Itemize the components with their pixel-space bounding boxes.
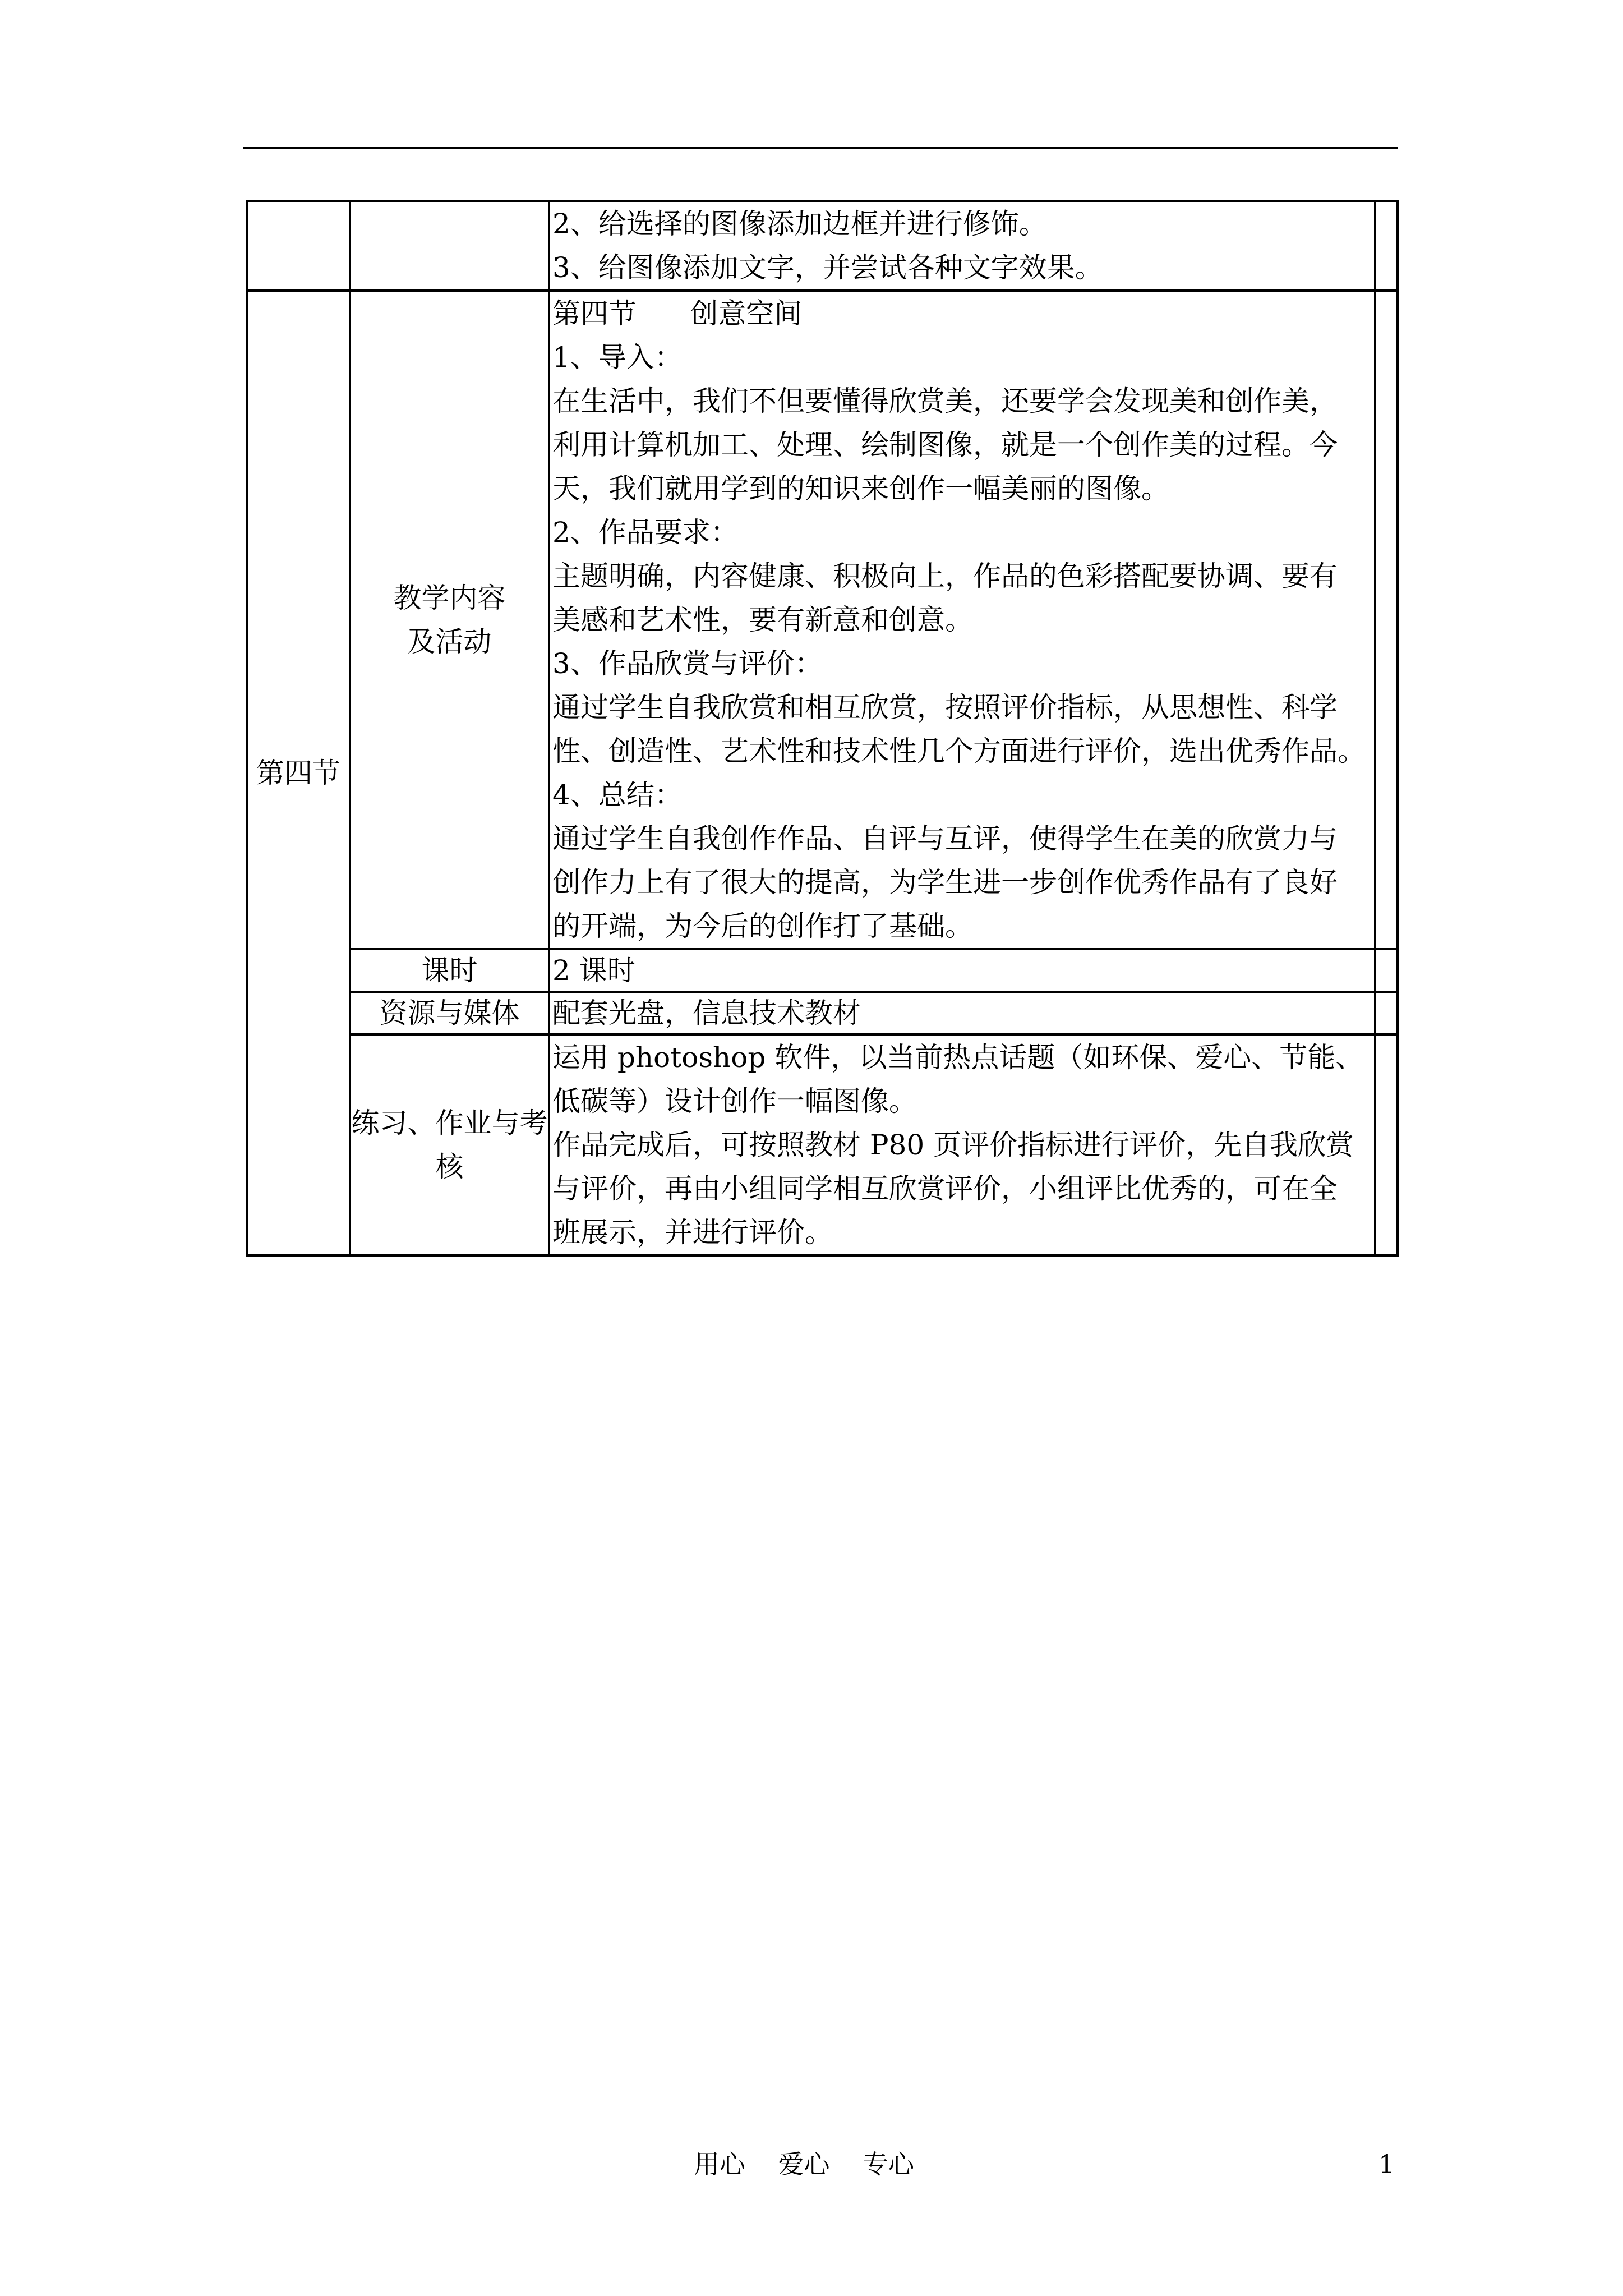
- content-cell: [549, 291, 1375, 949]
- lesson-plan-table: [246, 200, 1399, 1257]
- content-line: 第四节 创意空间: [552, 297, 803, 330]
- content-line: 低碳等）设计创作一幅图像。: [552, 1085, 917, 1117]
- content-line: 在生活中，我们不但要懂得欣赏美，还要学会发现美和创作美，: [552, 385, 1338, 417]
- label-line: 练习、作业与考: [351, 1107, 548, 1139]
- margin-cell: [1375, 992, 1398, 1034]
- content-line: 与评价，再由小组同学相互欣赏评价，小组评比优秀的，可在全: [552, 1172, 1338, 1205]
- content-line: 3、作品欣赏与评价：: [552, 647, 823, 680]
- page-number: 1: [1378, 2149, 1395, 2179]
- content-line: 通过学生自我创作作品、自评与互评，使得学生在美的欣赏力与: [552, 822, 1338, 855]
- content-cell: [549, 992, 1375, 1034]
- margin-cell: [1375, 949, 1398, 992]
- content-line: 3、给图像添加文字，并尝试各种文字效果。: [552, 251, 1103, 284]
- margin-cell: [1375, 291, 1398, 949]
- margin-cell: [1375, 1034, 1398, 1255]
- label-text: 课时: [421, 954, 478, 987]
- content-line: 2 课时: [552, 954, 635, 987]
- content-line: 利用计算机加工、处理、绘制图像，就是一个创作美的过程。今: [552, 429, 1338, 461]
- label-cell: [350, 992, 549, 1034]
- content-line: 作品完成后，可按照教材 P80 页评价指标进行评价，先自我欣赏: [552, 1129, 1354, 1161]
- margin-cell: [1375, 201, 1398, 291]
- section-label: 第四节: [256, 757, 340, 789]
- table-row: [247, 291, 1398, 949]
- footer-motto: 用心 爱心 专心: [694, 2149, 914, 2179]
- content-line: 配套光盘，信息技术教材: [552, 997, 861, 1029]
- content-line: 主题明确，内容健康、积极向上，作品的色彩搭配要协调、要有: [552, 560, 1338, 592]
- section-cell-empty: [247, 201, 350, 291]
- content-line: 通过学生自我欣赏和相互欣赏，按照评价指标，从思想性、科学: [552, 691, 1338, 724]
- content-line: 2、作品要求：: [552, 516, 739, 549]
- content-line: 2、给选择的图像添加边框并进行修饰。: [552, 208, 1047, 240]
- label-cell: [350, 291, 549, 949]
- label-text: 资源与媒体: [379, 997, 520, 1029]
- content-line: 1、导入：: [552, 341, 683, 374]
- content-line: 班展示，并进行评价。: [552, 1216, 833, 1249]
- content-line: 天，我们就用学到的知识来创作一幅美丽的图像。: [552, 472, 1169, 505]
- label-cell: [350, 1034, 549, 1255]
- table-row: [247, 992, 1398, 1034]
- table-row: [247, 1034, 1398, 1255]
- header-rule: [243, 147, 1398, 149]
- content-line: 运用 photoshop 软件，以当前热点话题（如环保、爱心、节能、: [552, 1041, 1364, 1074]
- content-cell: [549, 201, 1375, 291]
- content-line: 创作力上有了很大的提高，为学生进一步创作优秀作品有了良好: [552, 866, 1338, 899]
- section-label-cell: [247, 291, 350, 1255]
- content-line: 性、创造性、艺术性和技术性几个方面进行评价，选出优秀作品。: [552, 735, 1366, 767]
- label-line: 核: [435, 1151, 464, 1183]
- content-cell: [549, 1034, 1375, 1255]
- label-line: 教学内容: [393, 582, 506, 614]
- content-line: 美感和艺术性，要有新意和创意。: [552, 604, 973, 636]
- content-line: 的开端，为今后的创作打了基础。: [552, 910, 973, 942]
- content-cell: [549, 949, 1375, 992]
- label-cell-empty: [350, 201, 549, 291]
- label-line: 及活动: [407, 625, 492, 658]
- table-row: [247, 949, 1398, 992]
- content-line: 4、总结：: [552, 779, 683, 811]
- table-row: [247, 201, 1398, 291]
- label-cell: [350, 949, 549, 992]
